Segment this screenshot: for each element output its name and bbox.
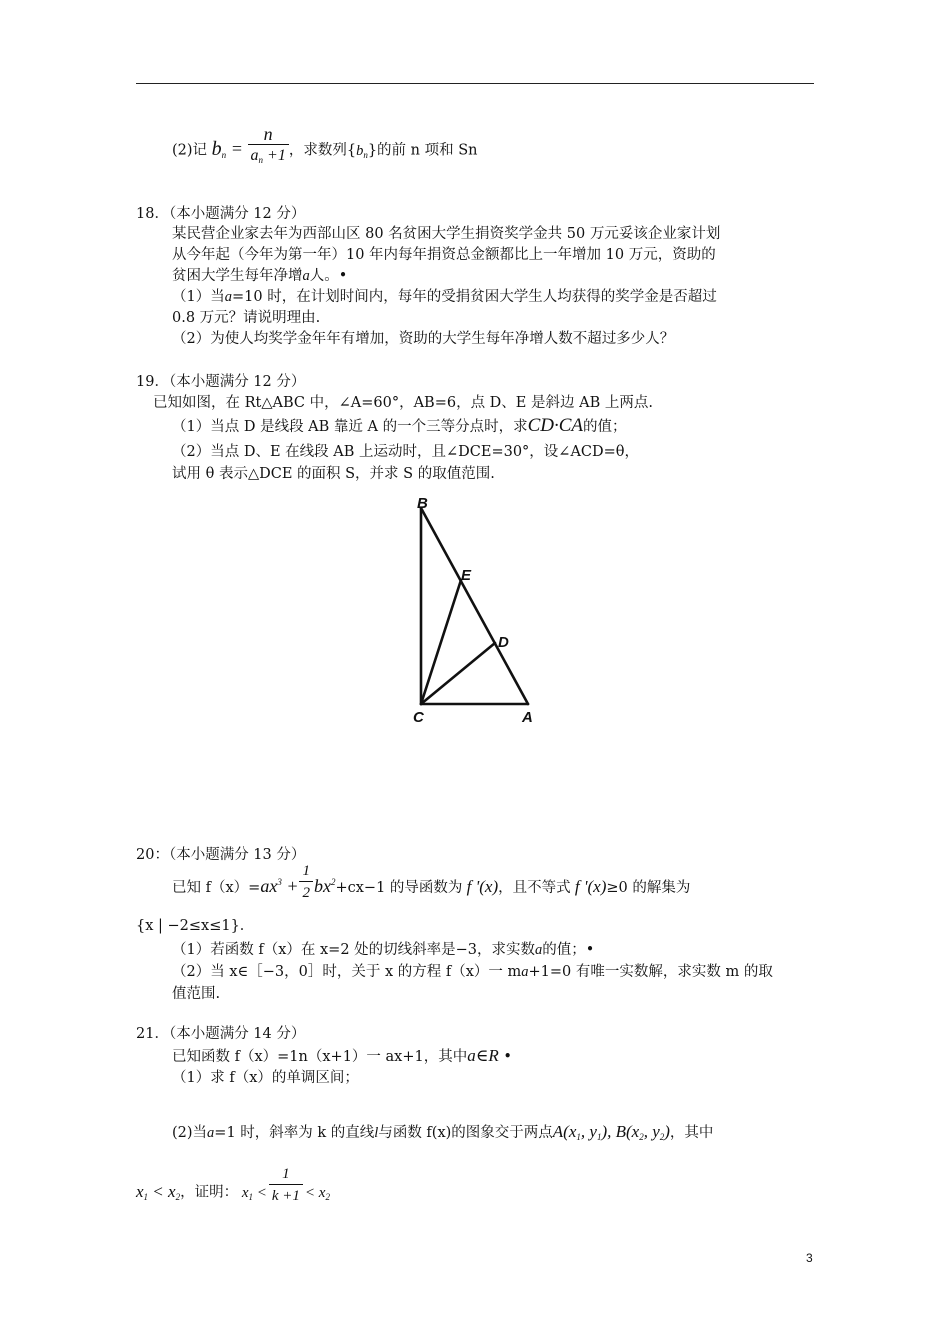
formula-bn: $b_n$: [211, 137, 227, 160]
q21-header: 21．（本小题满分 14 分）: [136, 1026, 306, 1042]
label-C: C: [413, 709, 424, 726]
formula-bn-fraction: $\frac{n}{a_n +1}$: [248, 124, 289, 171]
q20-header: 20：（本小题满分 13 分）: [136, 847, 306, 863]
q19-line1: 已知如图，在 Rt△ABC 中，∠A=60°，AB=6，点 D、E 是斜边 AB 上两点.: [153, 395, 653, 411]
q19-line3: （2）当点 D、E 在线段 AB 上运动时，且∠DCE=30°，设∠ACD=θ，: [172, 444, 640, 460]
q21-line4: $x_1 < x_2$，证明： $x_1$ < $\frac{1}{k +1}$ < $x_2$: [136, 1166, 330, 1204]
page-number: 3: [806, 1251, 813, 1265]
q21-line3: (2)当a=1 时，斜率为 k 的直线l与函数 f(x)的图象交于两点$A(x_1$, $y_1$), $B(x_2$, $y_2$)，其中: [172, 1122, 714, 1142]
label-A: A: [522, 709, 533, 726]
q18-line1: 某民营企业家去年为西部山区 80 名贫困大学生捐资奖学金共 50 万元妥该企业家计划: [172, 226, 721, 242]
segment-CE: [421, 580, 461, 704]
q20-line4: （2）当 x∈［−3，0］时，关于 x 的方程 f（x）一 ma+1=0 有唯一实数解，求实数 m 的取: [172, 964, 773, 980]
q19-header: 19．（本小题满分 12 分）: [136, 374, 306, 390]
header-rule: [136, 83, 814, 84]
q19-line2: （1）当点 D 是线段 AB 靠近 A 的一个三等分点时，求CD·CA的值；: [172, 415, 627, 436]
q20-line3: （1）若函数 f（x）在 x=2 处的切线斜率是−3，求实数a的值；•: [172, 942, 595, 958]
label-B: B: [417, 495, 428, 512]
q18-line5: 0.8 万元？请说明理由.: [172, 310, 321, 326]
q18-line4: （1）当a=10 时，在计划时间内，每年的受捐贫困大学生人均获得的奖学金是否超过: [172, 289, 717, 305]
label-D: D: [498, 634, 509, 651]
q20-line1: 已知 $f(x)=ax^3$ + $\frac{1}{2}$ $bx^2+cx-1$ 的导函数为 f '(x)，且不等式 f '(x)≥0 的解集为: [172, 862, 691, 901]
q19-line4: 试用 θ 表示△DCE 的面积 S，并求 S 的取值范围.: [172, 466, 495, 482]
q20-line2: {x | −2≤x≤1}．: [136, 918, 255, 934]
triangle-figure: [405, 490, 545, 730]
q17-part2: (2)记 $b_n$ = $\frac{n}{a_n +1}$ ，求数列$\{b_n\}$的前 n 项和 Sn: [172, 130, 477, 171]
q18-line6: （2）为使人均奖学金年年有增加，资助的大学生每年净增人数不超过多少人？: [172, 331, 675, 347]
q18-header: 18．（本小题满分 12 分）: [136, 206, 306, 222]
q18-line3: 贫困大学生每年净增a人。•: [172, 268, 348, 284]
q20-line5: 值范围.: [172, 986, 221, 1002]
edge-BA: [421, 508, 528, 704]
q21-line2: （1）求 f（x）的单调区间；: [172, 1070, 359, 1086]
label-E: E: [461, 567, 472, 584]
q21-line1: 已知函数 f（x）=1n（x+1）一 ax+1，其中a∈R •: [172, 1046, 512, 1066]
q18-line2: 从今年起（今年为第一年）10 年内每年捐资总金额都比上一年增加 10 万元，资助的: [172, 247, 716, 263]
